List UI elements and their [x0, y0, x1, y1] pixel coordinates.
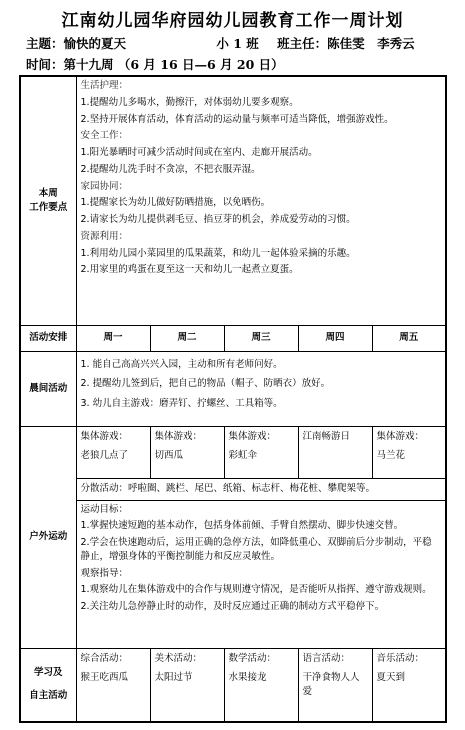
- goal-item: 1.掌握快速短跑的基本动作，包括身体前倾、手臂自然摆动、脚步快速交替。: [80, 520, 404, 532]
- section-item: 2.请家长为幼儿提供剥毛豆、掐豆芽的机会，养成爱劳动的习惯。: [80, 214, 356, 226]
- time-label: 时间：: [26, 57, 64, 72]
- day-wednesday: 周三: [224, 325, 298, 351]
- game-cell-friday: 集体游戏： 马兰花: [372, 426, 446, 478]
- outdoor-goals-row: [20, 500, 446, 648]
- study-label: 学习及 自主活动: [20, 648, 76, 722]
- outdoor-goals-content: [76, 500, 446, 648]
- theme-label: 主题：: [26, 36, 64, 51]
- scattered-activities: 分散活动：呼啦圈、跳栏、尾巴、纸箱、标志杆、梅花桩、攀爬架等。: [76, 478, 446, 500]
- study-cell-friday: 音乐活动： 夏天到: [372, 648, 446, 722]
- section-item: 1.利用幼儿园小菜园里的瓜果蔬菜，和幼儿一起体验采摘的乐趣。: [80, 247, 356, 259]
- section-item: 1.提醒幼儿多喝水，勤擦汗，对体弱幼儿要多观察。: [80, 96, 299, 108]
- morning-row: [20, 351, 446, 426]
- morning-item: 2. 提醒幼儿签到后，把自己的物品（帽子、防晒衣）放好。: [80, 378, 331, 390]
- study-cell-thursday: 语言活动： 干净食物人人爱: [298, 648, 372, 722]
- teacher-label: 班主任：: [277, 36, 328, 51]
- section-item: 2.提醒幼儿洗手时不贪凉，不把衣服弄湿。: [80, 163, 261, 175]
- theme-row: [26, 34, 415, 52]
- morning-item: 1. 能自己高高兴兴入园，主动和所有老师问好。: [80, 358, 283, 370]
- outdoor-label: 户外运动: [20, 426, 76, 648]
- time-value: 第十九周 （6 月 16 日—6 月 20 日）: [63, 57, 284, 72]
- day-tuesday: 周二: [150, 325, 224, 351]
- outdoor-games-row: [20, 426, 446, 478]
- teacher-names: 陈佳雯 李秀云: [327, 36, 415, 51]
- study-cell-tuesday: 美术活动： 太阳过节: [150, 648, 224, 722]
- morning-content: [76, 351, 446, 426]
- day-friday: 周五: [372, 325, 446, 351]
- study-row: [20, 648, 446, 722]
- study-cell-monday: 综合活动： 猴王吃西瓜: [76, 648, 150, 722]
- study-cell-wednesday: 数学活动： 水果接龙: [224, 648, 298, 722]
- game-cell-monday: 集体游戏： 老狼几点了: [76, 426, 150, 478]
- time-row: [26, 55, 284, 73]
- section-heading: 安全工作：: [80, 130, 129, 142]
- guide-item: 2.关注幼儿急停静止时的动作，及时反应通过正确的制动方式平稳停下。: [80, 601, 385, 613]
- section-item: 1.提醒家长为幼儿做好防晒措施，以免晒伤。: [80, 197, 271, 209]
- game-cell-tuesday: 集体游戏： 切西瓜: [150, 426, 224, 478]
- morning-label: 晨间活动: [20, 351, 76, 426]
- schedule-header-row: [20, 325, 446, 351]
- guide-heading: 观察指导：: [80, 567, 129, 579]
- section-item: 1.阳光暴晒时可减少活动时间或在室内、走廊开展活动。: [80, 147, 318, 159]
- weekly-focus-label: 本周 工作要点: [20, 76, 76, 325]
- goal-item: 2.学会在快速跑动后，运用正确的急停方法，如降低重心、双脚前后分步制动，平稳静止，增强身体的平衡控制能力和反应灵敏性。: [80, 537, 432, 562]
- goal-heading: 运动目标：: [80, 503, 129, 515]
- weekly-focus-row: [20, 76, 446, 325]
- class-name: 小 1 班: [216, 36, 259, 51]
- section-item: 2.坚持开展体育活动，体育活动的运动量与频率可适当降低，增强游戏性。: [80, 113, 394, 125]
- morning-item: 3. 幼儿自主游戏：磨弄钉、拧螺丝、工具箱等。: [80, 398, 283, 410]
- schedule-label: 活动安排: [20, 325, 76, 351]
- section-heading: 生活护理：: [80, 80, 129, 91]
- guide-item: 1.观察幼儿在集体游戏中的合作与规则遵守情况，是否能听从指挥、遵守游戏规则。: [80, 584, 432, 596]
- page-title: 江南幼儿园华府园幼儿园教育工作一周计划: [61, 11, 404, 31]
- day-monday: 周一: [76, 325, 150, 351]
- section-heading: 资源利用：: [80, 230, 129, 242]
- game-cell-wednesday: 集体游戏： 彩虹伞: [224, 426, 298, 478]
- section-item: 2.用家里的鸡蛋在夏至这一天和幼儿一起煮立夏蛋。: [80, 264, 299, 276]
- outdoor-scattered-row: [20, 478, 446, 500]
- section-heading: 家园协同：: [80, 180, 129, 192]
- weekly-plan-table: [19, 75, 447, 723]
- theme-value: 愉快的夏天: [63, 36, 127, 51]
- game-cell-thursday: 江南畅游日: [298, 426, 372, 478]
- day-thursday: 周四: [298, 325, 372, 351]
- weekly-focus-content: [76, 76, 446, 325]
